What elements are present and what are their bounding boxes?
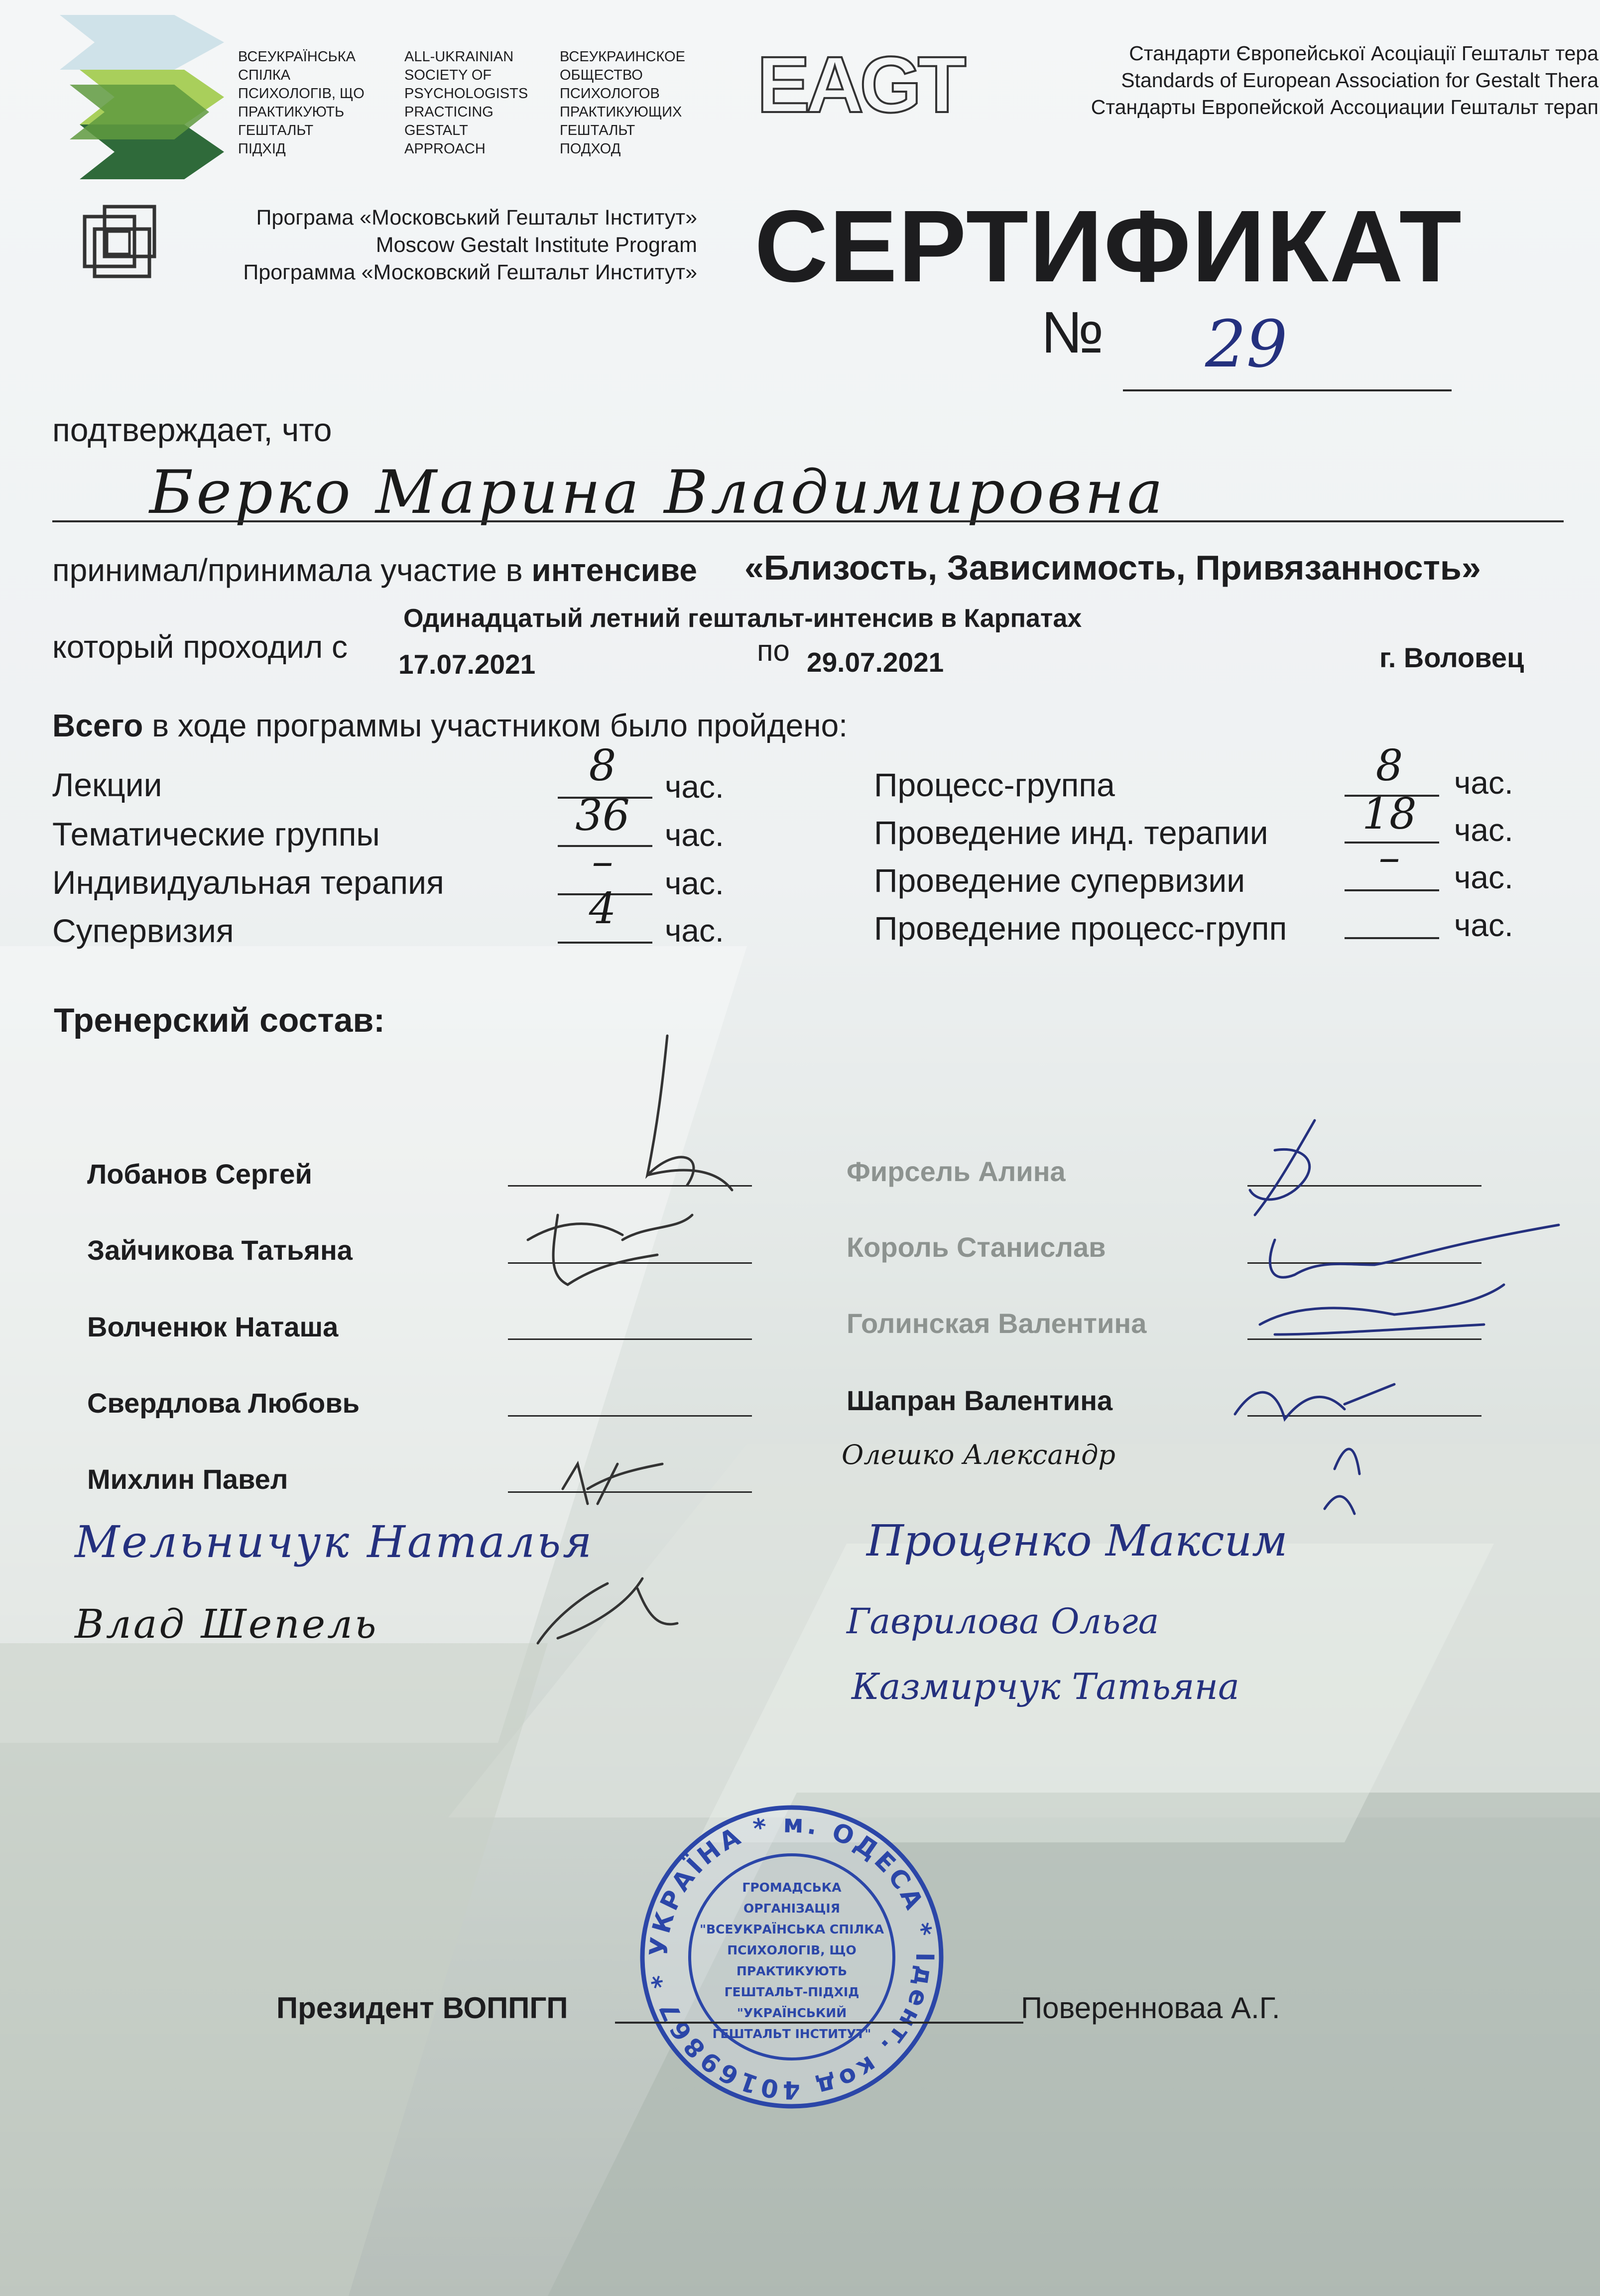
handwritten-trainer: Казмирчук Татьяна	[852, 1666, 1239, 1707]
date-to: 29.07.2021	[807, 647, 944, 678]
hours-label: Лекции	[52, 766, 162, 803]
hours-value: 18	[1362, 789, 1417, 839]
total-line	[52, 707, 848, 744]
hours-underline	[1345, 889, 1439, 891]
event-title: «Близость, Зависимость, Привязанность»	[744, 548, 1481, 587]
hours-label: Супервизия	[52, 912, 234, 949]
participation-text: принимал/принимала участие в	[52, 552, 532, 588]
president-signature-line	[615, 2022, 1023, 2024]
certificate-title: СЕРТИФИКАТ	[754, 189, 1463, 303]
hours-value: 8	[1375, 741, 1403, 791]
hours-label: Проведение супервизии	[874, 862, 1245, 899]
total-text: в ходе программы участником было пройдено:	[143, 708, 848, 743]
trainer-name: Михлин Павел	[87, 1463, 288, 1495]
hours-unit: час.	[665, 913, 724, 949]
trainer-name: Свердлова Любовь	[87, 1387, 360, 1419]
ua-association-name: ВСЕУКРАЇНСЬКА СПІЛКА ПСИХОЛОГІВ, ЩО ПРАКТИКУЮТЬ ГЕШТАЛЬТ ПІДХІД	[238, 49, 365, 157]
hours-value: 8	[589, 741, 616, 791]
trainer-name: Голинская Валентина	[847, 1308, 1147, 1339]
name-underline	[52, 520, 1564, 522]
participant-name: Берко Марина Владимировна	[149, 458, 1166, 527]
trainer-name: Зайчикова Татьяна	[87, 1234, 353, 1266]
hours-value: 36	[575, 791, 630, 841]
event-subtitle: Одинадцатый летний гештальт-интенсив в Карпатах	[403, 604, 1082, 633]
hours-unit: час.	[1454, 907, 1513, 943]
association-chevron-logo	[60, 15, 229, 179]
number-label: №	[1041, 300, 1104, 365]
hours-label: Процесс-группа	[874, 766, 1115, 803]
stamp-center-text: ГРОМАДСЬКА ОРГАНІЗАЦІЯ "ВСЕУКРАЇНСЬКА СПІЛКА ПСИХОЛОГІВ, ЩО ПРАКТИКУЮТЬ ГЕШТАЛЬТ-ПІДХІД "УКРАЇНСЬКИЙ ГЕШТАЛЬТ ІНСТИТУТ"	[699, 1880, 884, 2041]
trainer-name: Волченюк Наташа	[87, 1311, 339, 1342]
handwritten-trainer: Влад Шепель	[75, 1601, 378, 1647]
number-underline	[1123, 389, 1452, 391]
president-label: Президент ВОППГП	[276, 1991, 568, 2025]
hours-unit: час.	[665, 769, 724, 805]
confirms-text: подтверждает, что	[52, 411, 332, 448]
certificate-number: 29	[1205, 306, 1288, 382]
handwritten-trainer: Мельничук Наталья	[75, 1516, 594, 1568]
held-text: который проходил с	[52, 629, 348, 665]
hours-value: –	[592, 837, 614, 886]
hours-unit: час.	[665, 865, 724, 901]
program-name: Програма «Московський Гештальт Інститут» Moscow Gestalt Institute Program Программа «Московский Гештальт Институт»	[243, 206, 697, 284]
date-from: 17.07.2021	[398, 649, 536, 680]
handwritten-trainer: Олешко Александр	[842, 1439, 1115, 1470]
ru-association-name: ВСЕУКРАИНСКОЕ ОБЩЕСТВО ПСИХОЛОГОВ ПРАКТИКУЮЩИХ ГЕШТАЛЬТ ПОДХОД	[560, 49, 685, 157]
hours-unit: час.	[665, 817, 724, 853]
hours-unit: час.	[1454, 765, 1513, 801]
participation-line	[52, 552, 697, 589]
president-name: Поверенноваа А.Г.	[1021, 1991, 1280, 2025]
to-text: по	[757, 634, 790, 667]
handwritten-trainer: Гаврилова Ольга	[847, 1601, 1159, 1642]
hours-value: 4	[589, 884, 616, 934]
stamp-ring-text: УКРАЇНА * м. ОДЕСА * Ідент. код 40169867 *	[644, 1809, 940, 2105]
hours-label: Индивидуальная терапия	[52, 864, 444, 901]
en-association-name: ALL-UKRAINIAN SOCIETY OF PSYCHOLOGISTS PRACTICING GESTALT APPROACH	[404, 49, 528, 157]
hours-underline	[1345, 937, 1439, 939]
eagt-standards: Стандарти Європейської Асоціації Гештальт тера Standards of European Association for Gestalt Thera Стандарты Европейской Ассоциации Гештальт терап	[1091, 42, 1599, 119]
trainer-name: Король Станислав	[847, 1231, 1106, 1263]
hours-unit: час.	[1454, 859, 1513, 895]
hours-label: Проведение инд. терапии	[874, 814, 1268, 851]
organization-stamp	[637, 1803, 946, 2111]
handwritten-trainer: Проценко Максим	[866, 1516, 1288, 1566]
total-bold: Всего	[52, 708, 143, 743]
trainer-name: Шапран Валентина	[847, 1385, 1113, 1416]
trainers-heading: Тренерский состав:	[54, 1001, 385, 1039]
city: г. Воловец	[1379, 642, 1524, 673]
trainer-name: Лобанов Сергей	[87, 1158, 312, 1190]
hours-label: Проведение процесс-групп	[874, 910, 1287, 947]
hours-unit: час.	[1454, 812, 1513, 848]
mgi-logo	[80, 202, 164, 281]
trainer-name: Фирсель Алина	[847, 1156, 1066, 1187]
hours-value: –	[1378, 833, 1400, 882]
hours-underline	[558, 942, 652, 944]
participation-bold: интенсиве	[531, 552, 697, 588]
eagt-logo: EAGT	[757, 40, 963, 129]
hours-label: Тематические группы	[52, 816, 380, 852]
